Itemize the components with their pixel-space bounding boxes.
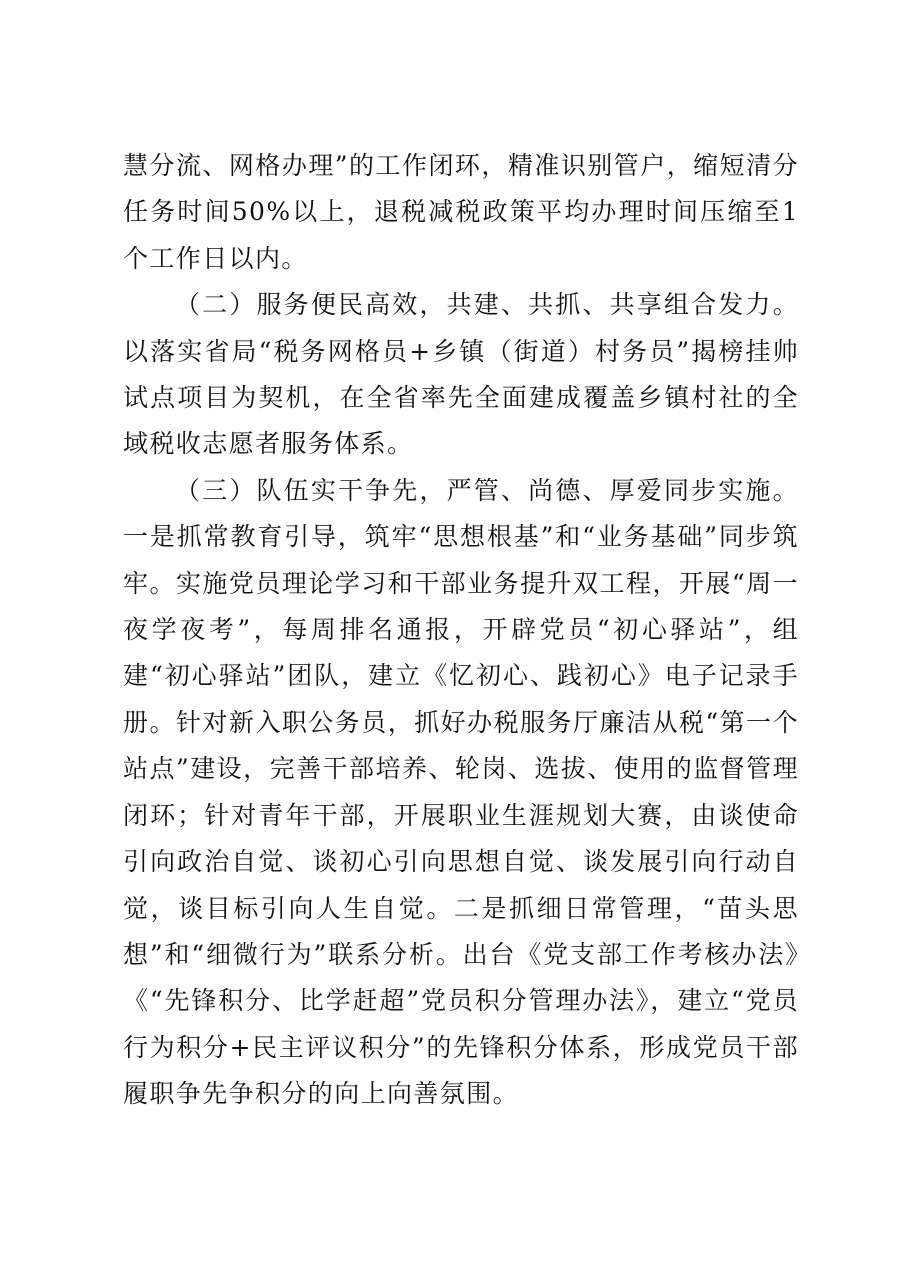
paragraph-section-three: （三）队伍实干争先，严管、尚德、厚爱同步实施。一是抓常教育引导，筑牢“思想根基”和“业务基础”同步筑牢。实施党员理论学习和干部业务提升双工程，开展“周一夜学夜考”，每周排名通报，开辟党员“初心驿站”，组建“初心驿站”团队，建立《忆初心、践初心》电子记录手册。针对新入职公务员，抓好办税服务厅廉洁从税“第一个站点”建设，完善干部培养、轮岗、选拔、使用的监督管理闭环；针对青年干部，开展职业生涯规划大赛，由谈使命引向政治自觉、谈初心引向思想自觉、谈发展引向行动自觉，谈目标引向人生自觉。二是抓细日常管理，“苗头思想”和“细微行为”联系分析。出台《党支部工作考核办法》《“先锋积分、比学赶超”党员积分管理办法》，建立“党员行为积分+民主评议积分”的先锋积分体系，形成党员干部履职争先争积分的向上向善氛围。 (123, 475, 799, 1109)
document-body (123, 143, 799, 1118)
paragraph-section-two: （二）服务便民高效，共建、共抓、共享组合发力。以落实省局“税务网格员+乡镇（街道）村务员”揭榜挂帅试点项目为契机，在全省率先全面建成覆盖乡镇村社的全域税收志愿者服务体系。 (123, 290, 799, 459)
paragraph-continuation: 慧分流、网格办理”的工作闭环，精准识别管户，缩短清分任务时间50%以上，退税减税政策平均办理时间压缩至1个工作日以内。 (123, 151, 799, 273)
